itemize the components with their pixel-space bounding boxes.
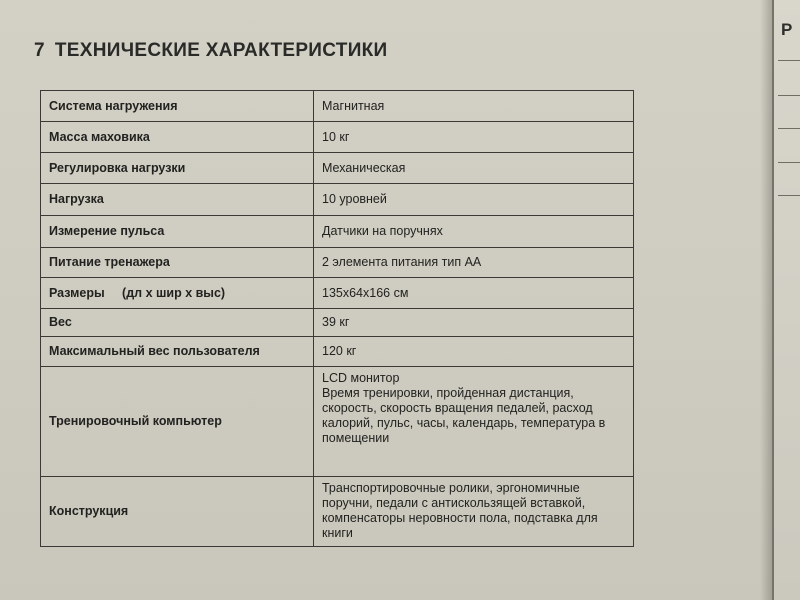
table-row	[41, 278, 634, 309]
table-row	[41, 122, 634, 153]
spec-value-line: скорость, скорость вращения педалей, расход	[322, 401, 593, 415]
spec-value: Магнитная	[314, 91, 634, 122]
spec-value-line: Время тренировки, пройденная дистанция,	[322, 386, 574, 400]
spec-value-line: компенсаторы неровности пола, подставка для	[322, 511, 598, 525]
table-row	[41, 184, 634, 216]
spec-value-line: поручни, педали с антискользящей вставкой,	[322, 496, 586, 510]
spec-value-line: книги	[322, 526, 353, 540]
spec-value: 10 кг	[314, 122, 634, 153]
table-row	[41, 248, 634, 278]
spec-value: Механическая	[314, 153, 634, 184]
table-row	[41, 477, 634, 547]
table-row	[41, 91, 634, 122]
adjacent-page	[774, 0, 800, 600]
adjacent-page-letter: P	[781, 20, 793, 39]
spec-value: 135x64x166 см	[314, 278, 634, 309]
spec-label: Масса маховика	[41, 122, 314, 153]
spec-label: Измерение пульса	[41, 216, 314, 248]
spec-value-line: Транспортировочные ролики, эргономичные	[322, 481, 580, 495]
spec-value: 2 элемента питания тип АА	[314, 248, 634, 278]
spec-label: Максимальный вес пользователя	[41, 337, 314, 367]
table-row	[41, 309, 634, 337]
spec-value: 39 кг	[314, 309, 634, 337]
spec-label: Регулировка нагрузки	[41, 153, 314, 184]
table-row	[41, 367, 634, 477]
spec-value: Датчики на поручнях	[314, 216, 634, 248]
spec-value-line: калорий, пульс, часы, календарь, температура в	[322, 416, 606, 430]
section-title: ТЕХНИЧЕСКИЕ ХАРАКТЕРИСТИКИ	[54, 40, 388, 61]
spec-value-line: LCD монитор	[322, 371, 400, 385]
section-heading	[34, 40, 388, 62]
spec-label: Размеры (дл x шир x выс)	[41, 278, 314, 309]
spec-label: Вес	[41, 309, 314, 337]
spec-label: Питание тренажера	[41, 248, 314, 278]
table-row	[41, 153, 634, 184]
spec-value: 10 уровней	[314, 184, 634, 216]
table-row	[41, 216, 634, 248]
spec-label: Система нагружения	[41, 91, 314, 122]
spec-label: Нагрузка	[41, 184, 314, 216]
spec-label: Тренировочный компьютер	[41, 367, 314, 477]
specs-table	[40, 90, 634, 547]
spec-value-multiline	[314, 367, 634, 477]
table-row	[41, 337, 634, 367]
spec-label: Конструкция	[41, 477, 314, 547]
section-number: 7	[34, 40, 45, 61]
spec-value-line: помещении	[322, 431, 390, 445]
spec-value-multiline	[314, 477, 634, 547]
spec-value: 120 кг	[314, 337, 634, 367]
